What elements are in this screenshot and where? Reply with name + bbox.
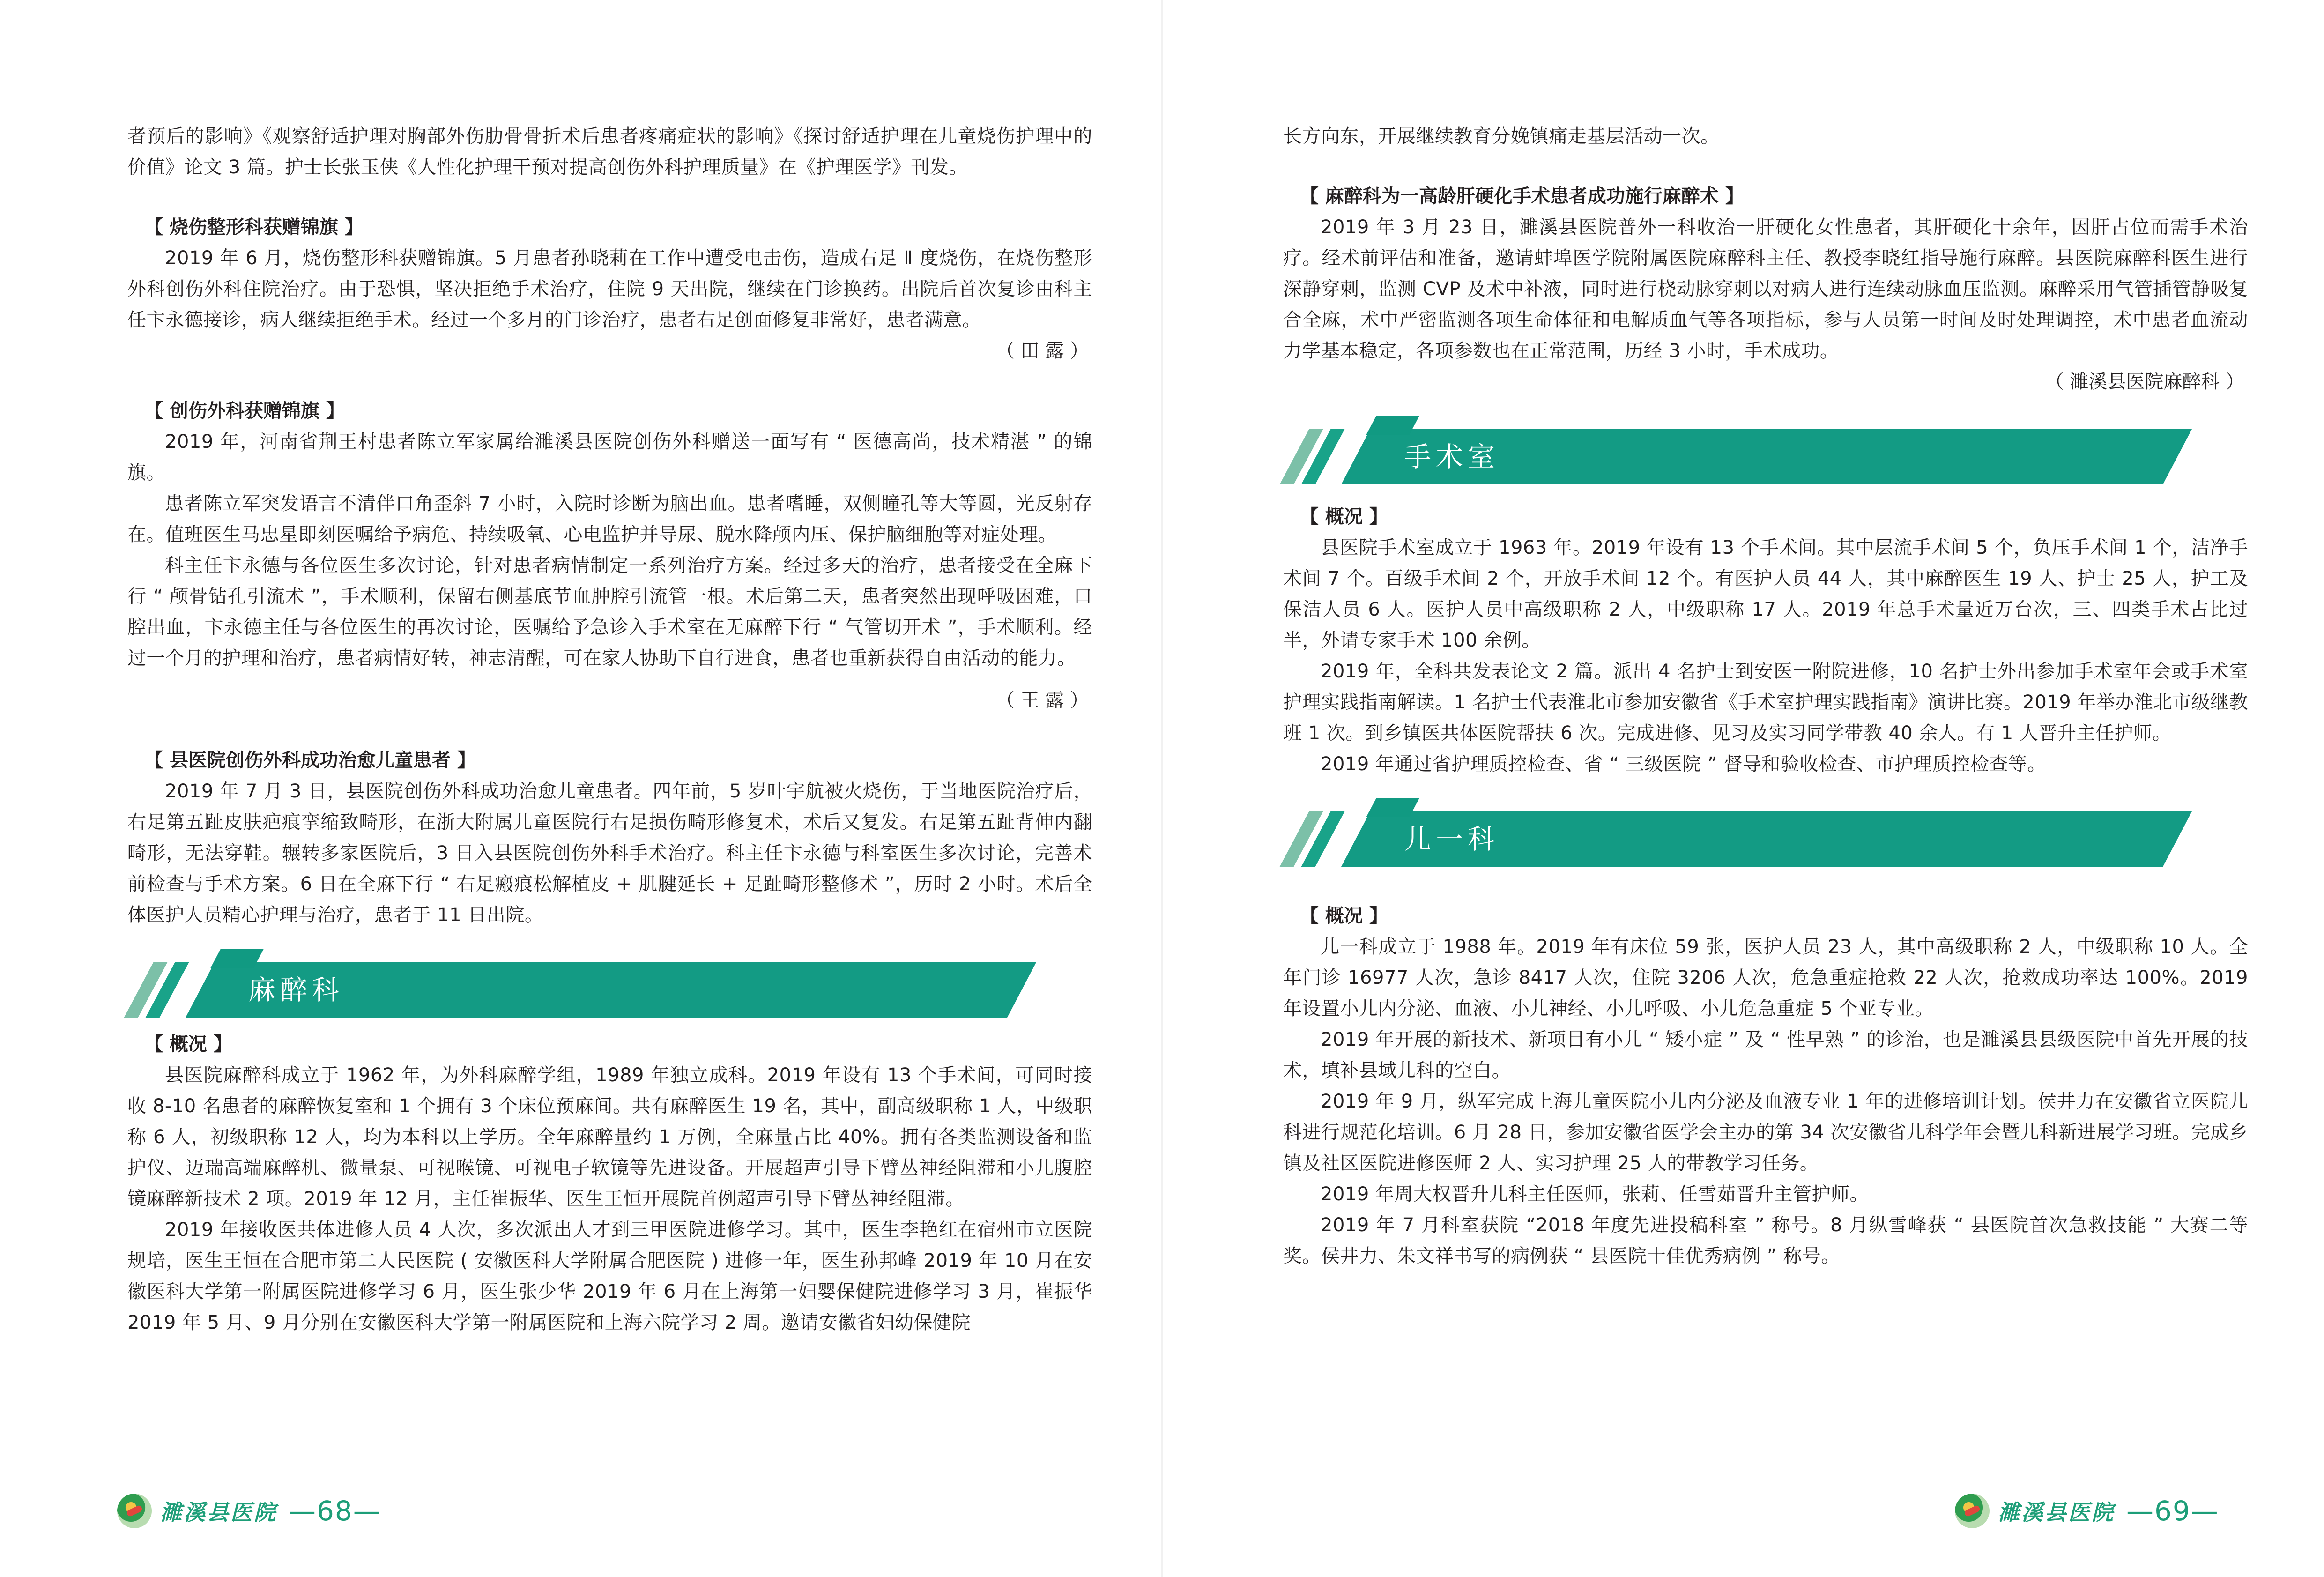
section-title: 儿一科	[1404, 823, 1500, 855]
paragraph-trauma-3: 科主任卞永德与各位医生多次讨论，针对患者病情制定一系列治疗方案。经过多天的治疗，患者接受在全麻下行 “ 颅骨钻孔引流术 ”，手术顺利，保留右侧基底节血肿腔引流管一根。术后第二天，患者突然出现呼吸困难，口腔出血，卞永德主任与各位医生的再次讨论，医嘱给予急诊入手术室在无麻醉下行 “ 气管切开术 ”，手术顺利。经过一个月的护理和治疗，患者病情好转，神志清醒，可在家人协助下自行进食，患者也重新获得自由活动的能力。	[127, 555, 1092, 669]
paragraph-anesthesia-2: 2019 年接收医共体进修人员 4 人次，多次派出人才到三甲医院进修学习。其中，医生李艳红在宿州市立医院规培，医生王恒在合肥市第二人民医院 ( 安徽医科大学附属合肥医院 ) 进修一年，医生孙邦峰 2019 年 10 月在安徽医科大学第一附属医院进修学习 6 月，医生张少华 2019 年 6 月在上海第一妇婴保健院进修学习 3 月，崔振华 2019 年 5 月、9 月分别在安徽医科大学第一附属医院和上海六院学习 2 周。邀请安徽省妇幼保健院	[127, 1219, 1092, 1333]
left-column	[127, 121, 1092, 1338]
section-title: 麻醉科	[248, 974, 344, 1006]
subhead-trauma-banner: 【 创伤外科获赠锦旗 】	[144, 400, 345, 422]
section-banner-operating-room	[1283, 416, 2248, 484]
paragraph-surgery-2: 2019 年，全科共发表论文 2 篇。派出 4 名护士到安医一附院进修，10 名护士外出参加手术室年会或手术室护理实践指南解读。1 名护士代表淮北市参加安徽省《手术室护理实践指南》演讲比赛。2019 年举办淮北市级继教班 1 次。到乡镇医共体医院帮扶 6 次。完成进修、见习及实习同学带教 40 余人。有 1 人晋升主任护师。	[1283, 661, 2248, 744]
continued-paragraph: 者预后的影响》《观察舒适护理对胸部外伤肋骨骨折术后患者疼痛症状的影响》《探讨舒适护理在儿童烧伤护理中的价值》论文 3 篇。护士长张玉侠《人性化护理干预对提高创伤外科护理质量》在《护理医学》刊发。	[127, 126, 1092, 178]
paragraph-child-cure: 2019 年 7 月 3 日，县医院创伤外科成功治愈儿童患者。四年前，5 岁叶宇航被火烧伤，于当地医院治疗后，右足第五趾皮肤疤痕挛缩致畸形，在浙大附属儿童医院行右足损伤畸形修复术，术后又复发。右足第五趾背伸内翻畸形，无法穿鞋。辗转多家医院后，3 日入县医院创伤外科手术治疗。科主任卞永德与科室医生多次讨论，完善术前检查与手术方案。6 日在全麻下行 “ 右足瘢痕松解植皮 + 肌腱延长 + 足趾畸形整修术 ”，历时 2 小时。术后全体医护人员精心护理与治疗，患者于 11 日出院。	[127, 781, 1092, 926]
subhead-child-cure: 【 县医院创伤外科成功治愈儿童患者 】	[144, 750, 476, 771]
hospital-logo-emblem-icon	[1955, 1494, 1990, 1528]
paragraph-trauma-1: 2019 年，河南省荆王村患者陈立军家属给濉溪县医院创伤外科赠送一面写有 “ 医德高尚，技术精湛 ” 的锦旗。	[127, 431, 1092, 484]
paragraph-surgery-1: 县医院手术室成立于 1963 年。2019 年设有 13 个手术间。其中层流手术间 5 个，负压手术间 1 个，洁净手术间 7 个。百级手术间 2 个，开放手术间 12 个。有医护人员 44 人，其中麻醉医生 19 人、护士 25 人，护工及保洁人员 6 人。医护人员中高级职称 2 人，中级职称 17 人。2019 年总手术量近万台次，三、四类手术占比过半，外请专家手术 100 余例。	[1283, 537, 2248, 651]
paragraph-anesthesia-1: 县医院麻醉科成立于 1962 年，为外科麻醉学组，1989 年独立成科。2019 年设有 13 个手术间，可同时接收 8-10 名患者的麻醉恢复室和 1 个拥有 3 个床位预麻间。共有麻醉医生 19 名，其中，副高级职称 1 人，中级职称 6 人，初级职称 12 人，均为本科以上学历。全年麻醉量约 1 万例，全麻量占比 40%。拥有各类监测设备和监护仪、迈瑞高端麻醉机、微量泵、可视喉镜、可视电子软镜等先进设备。开展超声引导下臂丛神经阻滞和小儿腹腔镜麻醉新技术 2 项。2019 年 12 月，主任崔振华、医生王恒开展院首例超声引导下臂丛神经阻滞。	[127, 1064, 1092, 1210]
section-banner-pediatrics	[1283, 798, 2248, 867]
paragraph-pediatrics-4: 2019 年周大权晋升儿科主任医师，张莉、任雪茹晋升主管护师。	[1321, 1183, 1869, 1205]
subhead-overview: 【 概况 】	[1300, 905, 1388, 927]
author-sign: （ 王 露 ）	[995, 690, 1089, 711]
subhead-liver-anesthesia: 【 麻醉科为一高龄肝硬化手术患者成功施行麻醉术 】	[1300, 186, 1744, 207]
section-banner-anesthesia	[127, 949, 1092, 1018]
right-page	[1162, 0, 2324, 1577]
paragraph-liver-anesthesia: 2019 年 3 月 23 日，濉溪县医院普外一科收治一肝硬化女性患者，其肝硬化十余年，因肝占位而需手术治疗。经术前评估和准备，邀请蚌埠医学院附属医院麻醉科主任、教授李晓红指导施行麻醉。县医院麻醉科医生进行深静穿刺，监测 CVP 及术中补液，同时进行桡动脉穿刺以对病人进行连续动脉血压监测。麻醉采用气管插管静吸复合全麻，术中严密监测各项生命体征和电解质血气等各项指标，参与人员第一时间及时处理调控，术中患者血流动力学基本稳定，各项参数也在正常范围，历经 3 小时，手术成功。	[1283, 216, 2248, 362]
hospital-logo-text: 濉溪县医院	[1998, 1500, 2115, 1525]
paragraph-pediatrics-3: 2019 年 9 月，纵军完成上海儿童医院小儿内分泌及血液专业 1 年的进修培训计划。侯井力在安徽省立医院儿科进行规范化培训。6 月 28 日，参加安徽省医学会主办的第 34 次安徽省儿科学年会暨儿科新进展学习班。完成乡镇及社区医院进修医师 2 人、实习护理 25 人的带教学习任务。	[1283, 1091, 2248, 1174]
page-footer	[1955, 1492, 2219, 1530]
paragraph-burn: 2019 年 6 月，烧伤整形科获赠锦旗。5 月患者孙晓莉在工作中遭受电击伤，造成右足 Ⅱ 度烧伤，在烧伤整形外科创伤外科住院治疗。由于恐惧，坚决拒绝手术治疗，住院 9 天出院，继续在门诊换药。出院后首次复诊由科主任卞永德接诊，病人继续拒绝手术。经过一个多月的门诊治疗，患者右足创面修复非常好，患者满意。	[127, 247, 1092, 331]
subhead-burn-banner: 【 烧伤整形科获赠锦旗 】	[144, 216, 364, 238]
author-sign: （ 田 露 ）	[995, 340, 1089, 362]
page-number: —69—	[2126, 1495, 2219, 1527]
hospital-logo-emblem-icon	[117, 1494, 152, 1528]
section-title: 手术室	[1404, 441, 1500, 473]
page-footer	[117, 1492, 381, 1530]
paragraph-pediatrics-5: 2019 年 7 月科室获院 “2018 年度先进投稿科室 ” 称号。8 月纵雪峰获 “ 县医院首次急救技能 ” 大赛二等奖。侯井力、朱文祥书写的病例获 “ 县医院十佳优秀病例 ” 称号。	[1283, 1214, 2248, 1267]
subhead-overview: 【 概况 】	[144, 1034, 232, 1055]
subhead-overview: 【 概况 】	[1300, 506, 1388, 528]
paragraph-surgery-3: 2019 年通过省护理质控检查、省 “ 三级医院 ” 督导和验收检查、市护理质控检查等。	[1321, 753, 2046, 775]
right-column	[1283, 121, 2248, 1272]
paragraph-trauma-2: 患者陈立军突发语言不清伴口角歪斜 7 小时，入院时诊断为脑出血。患者嗜睡，双侧瞳孔等大等圆，光反射存在。值班医生马忠星即刻医嘱给予病危、持续吸氧、心电监护并导尿、脱水降颅内压、保护脑细胞等对症处理。	[127, 493, 1092, 545]
paragraph-pediatrics-1: 儿一科成立于 1988 年。2019 年有床位 59 张，医护人员 23 人，其中高级职称 2 人，中级职称 10 人。全年门诊 16977 人次，急诊 8417 人次，住院 3206 人次，危急重症抢救 22 人次，抢救成功率达 100%。2019 年设置小儿内分泌、血液、小儿神经、小儿呼吸、小儿危急重症 5 个亚专业。	[1283, 936, 2248, 1019]
author-sign: （ 濉溪县医院麻醉科 ）	[2045, 371, 2244, 393]
hospital-logo-text: 濉溪县医院	[160, 1500, 277, 1525]
continued-paragraph: 长方向东，开展继续教育分娩镇痛走基层活动一次。	[1283, 126, 1720, 147]
page-number: —68—	[289, 1495, 381, 1527]
paragraph-pediatrics-2: 2019 年开展的新技术、新项目有小儿 “ 矮小症 ” 及 “ 性早熟 ” 的诊治，也是濉溪县县级医院中首先开展的技术，填补县域儿科的空白。	[1283, 1029, 2248, 1081]
